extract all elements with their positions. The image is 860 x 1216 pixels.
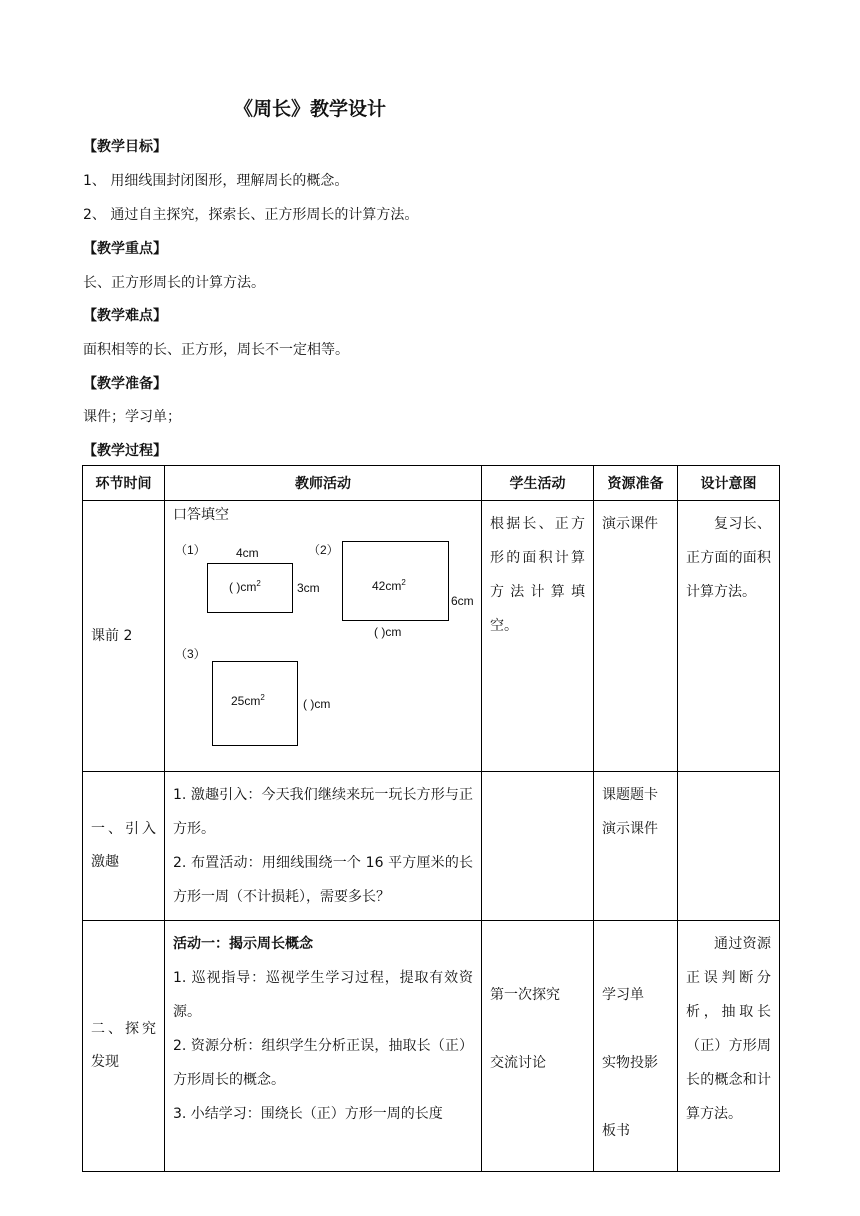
teacher-item: 2. 资源分析：组织学生分析正误，抽取长（正）方形周长的概念。 [173, 1038, 473, 1088]
table-row [83, 772, 780, 921]
resource-cell: 演示课件 [594, 501, 678, 772]
oral-fill-title: 口答填空 [173, 507, 229, 523]
prep-text: 课件；学习单； [83, 409, 181, 425]
figure-3-side: ( )cm [303, 697, 331, 711]
table-row [83, 921, 780, 1172]
goals-heading: 【教学目标】 [83, 139, 167, 155]
resource-cell [594, 921, 678, 1172]
figure-2-length: ( )cm [374, 625, 402, 639]
figure-1-length: 4cm [236, 546, 259, 560]
key-heading: 【教学重点】 [83, 241, 167, 257]
figure-3-label: （3） [175, 647, 206, 661]
header-resource: 资源准备 [594, 466, 678, 501]
header-stage: 环节时间 [83, 466, 165, 501]
difficulty-heading: 【教学难点】 [83, 308, 167, 324]
prep-heading: 【教学准备】 [83, 376, 167, 392]
teacher-item: 1. 激趣引入：今天我们继续来玩一玩长方形与正方形。 [173, 787, 473, 837]
stage-cell: 一、引入激趣 [83, 772, 165, 921]
intent-cell: 复习长、正方面的面积计算方法。 [678, 501, 780, 772]
teacher-cell [165, 772, 482, 921]
goal-item: 2、 通过自主探究，探索长、正方形周长的计算方法。 [83, 207, 419, 223]
header-student: 学生活动 [482, 466, 594, 501]
table-header-row [83, 466, 780, 501]
figure-1-area: ( )$cm^2$ [229, 579, 261, 594]
student-item: 第一次探究 [490, 987, 560, 1003]
goal-item: 1、 用细线围封闭图形，理解周长的概念。 [83, 173, 349, 189]
resource-cell [594, 772, 678, 921]
table-row [83, 501, 780, 772]
activity-title: 活动一：揭示周长概念 [173, 936, 313, 952]
figure-1-label: （1） [175, 543, 206, 557]
figure-1-width: 3cm [297, 581, 320, 595]
intent-cell: 通过资源正误判断分析，抽取长（正）方形周长的概念和计算方法。 [678, 921, 780, 1172]
page-title: 《周长》教学设计 [233, 98, 386, 120]
teacher-item: 1. 巡视指导：巡视学生学习过程，提取有效资源。 [173, 970, 473, 1020]
area-diagram [173, 501, 473, 771]
figure-2-width: 6cm [451, 594, 474, 608]
teacher-item: 2. 布置活动：用细线围绕一个 16 平方厘米的长方形一周（不计损耗），需要多长？ [173, 855, 473, 905]
key-text: 长、正方形周长的计算方法。 [83, 275, 265, 291]
figure-2-area: $42cm^2$ [372, 578, 406, 593]
stage-cell: 课前 2 [83, 501, 165, 772]
teacher-cell [165, 501, 482, 772]
resource-item: 板书 [602, 1123, 630, 1139]
student-cell [482, 772, 594, 921]
header-teacher: 教师活动 [165, 466, 482, 501]
process-heading: 【教学过程】 [83, 443, 167, 459]
teacher-cell [165, 921, 482, 1172]
lesson-table [82, 465, 780, 1172]
teacher-item: 3. 小结学习：围绕长（正）方形一周的长度 [173, 1106, 443, 1122]
intent-cell [678, 772, 780, 921]
student-cell [482, 921, 594, 1172]
resource-item: 课题题卡 [602, 787, 658, 803]
figure-2-label: （2） [308, 543, 339, 557]
resource-item: 实物投影 [602, 1055, 658, 1071]
student-cell: 根据长、正方形的面积计算方法计算填空。 [482, 501, 594, 772]
figure-3-area: $25cm^2$ [231, 693, 265, 708]
stage-cell: 二、探究发现 [83, 921, 165, 1172]
header-intent: 设计意图 [678, 466, 780, 501]
resource-item: 演示课件 [602, 821, 658, 837]
difficulty-text: 面积相等的长、正方形，周长不一定相等。 [83, 342, 349, 358]
resource-item: 学习单 [602, 987, 644, 1003]
student-item: 交流讨论 [490, 1055, 546, 1071]
